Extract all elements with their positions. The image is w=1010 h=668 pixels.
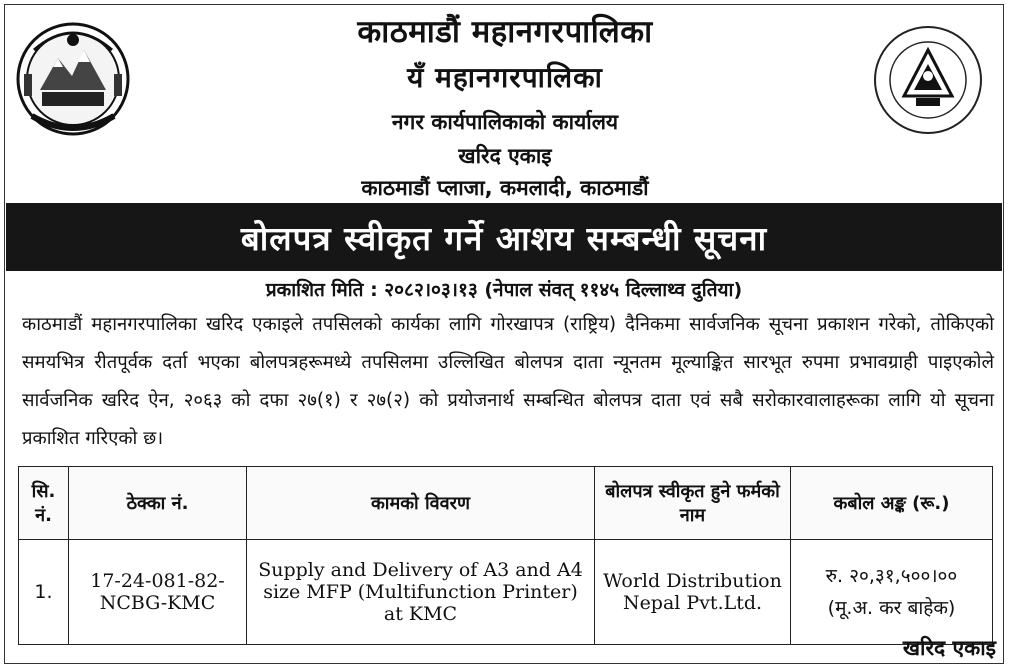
- kmc-seal-logo: [872, 24, 984, 136]
- nepal-emblem-logo: [14, 20, 132, 138]
- amount-value: रु. २०,३१,५००।००: [825, 565, 958, 587]
- col-header-sn: सि. नं.: [19, 467, 69, 540]
- table-row: [19, 540, 993, 645]
- cell-amount: [791, 540, 993, 645]
- cell-sn: 1.: [19, 540, 69, 645]
- col-header-contract-no: ठेक्का नं.: [69, 467, 247, 540]
- published-date: प्रकाशित मिति : २०८२।०३।१३ (नेपाल संवत् ११४५ दिल्लाथ्व दुतिया): [265, 279, 743, 301]
- notice-body: काठमाडौं महानगरपालिका खरिद एकाइले तपसिलको कार्यका लागि गोरखापत्र (राष्ट्रिय) दैनिकमा सार्वजनिक सूचना प्रकाशन गरेको, तोकिएको समयभित्र रीतपूर्वक दर्ता भएका बोलपत्रहरूमध्ये तपसिलमा उल्लिखित बोलपत्र दाता न्यूनतम मूल्याङ्कित सारभूत रुपमा प्रभावग्राही पाइएकोले सार्वजनिक खरिद ऐन, २०६३ को दफा २७(१) र २७(२) को प्रयोजनार्थ सम्बन्धित बोलपत्र दाता एवं सबै सरोकारवालाहरूका लागि यो सूचना प्रकाशित गरिएको छ।: [22, 314, 994, 449]
- office-name: नगर कार्यपालिकाको कार्यालय: [391, 110, 619, 134]
- notice-title: बोलपत्र स्वीकृत गर्ने आशय सम्बन्धी सूचना: [240, 218, 768, 258]
- amount-note: (मू.अ. कर बाहेक): [827, 597, 956, 619]
- table-header-row: [19, 467, 993, 540]
- col-header-firm: बोलपत्र स्वीकृत हुने फर्मको नाम: [595, 467, 791, 540]
- cell-firm: World Distribution Nepal Pvt.Ltd.: [595, 540, 791, 645]
- unit-name: खरिद एकाइ: [458, 144, 552, 168]
- col-header-description: कामको विवरण: [247, 467, 595, 540]
- org-name-newari: यँ महानगरपालिका: [407, 61, 603, 94]
- office-address: काठमाडौं प्लाजा, कमलादी, काठमाडौं: [361, 176, 649, 200]
- signature: खरिद एकाइ: [902, 636, 996, 660]
- col-header-amount: कबोल अङ्क (रू.): [791, 467, 993, 540]
- cell-contract-no: 17-24-081-82-NCBG-KMC: [69, 540, 247, 645]
- award-table: [18, 466, 993, 645]
- org-name: काठमाडौं महानगरपालिका: [357, 14, 653, 50]
- cell-description: Supply and Delivery of A3 and A4 size MFP (Multifunction Printer) at KMC: [247, 540, 595, 645]
- notice-title-banner: [6, 203, 1002, 271]
